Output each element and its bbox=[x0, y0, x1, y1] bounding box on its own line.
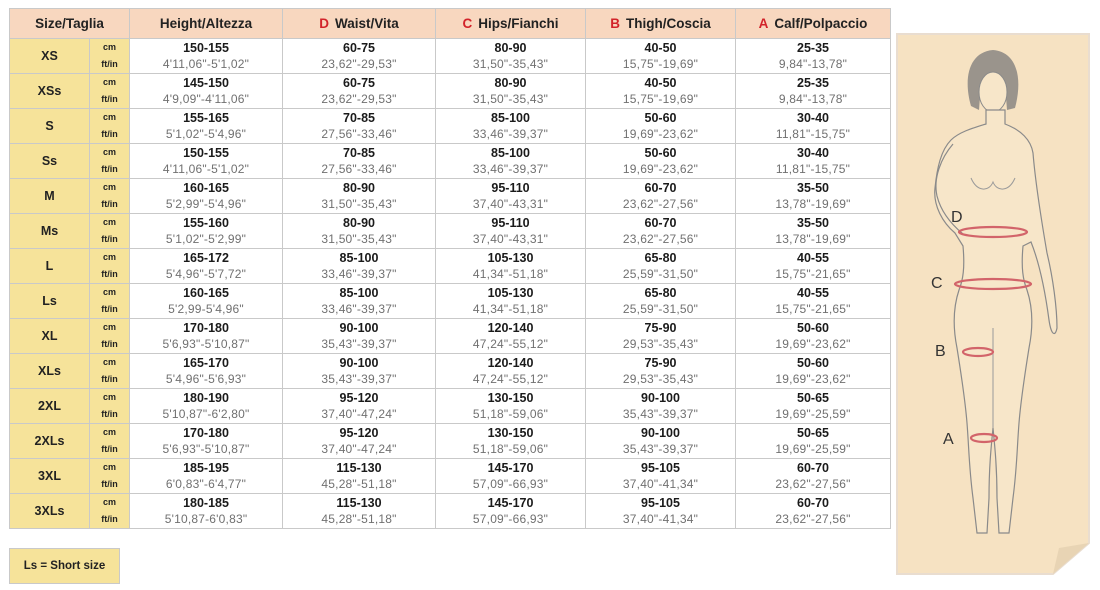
waist-cell bbox=[283, 424, 436, 459]
calf-cm: 50-65 bbox=[797, 426, 829, 440]
thigh-cell bbox=[586, 319, 736, 354]
size-row bbox=[10, 459, 891, 494]
calf-cm: 25-35 bbox=[797, 76, 829, 90]
height-cell bbox=[130, 179, 283, 214]
waist-ftin: 23,62"-29,53" bbox=[321, 92, 397, 106]
height-ftin: 4'11,06"-5'1,02" bbox=[162, 162, 250, 176]
height-cell bbox=[130, 389, 283, 424]
header-size: Size/Taglia bbox=[10, 9, 130, 39]
waist-cell bbox=[283, 109, 436, 144]
header-height: Height/Altezza bbox=[130, 9, 283, 39]
height-cell bbox=[130, 424, 283, 459]
unit-cm: cm bbox=[102, 462, 116, 472]
unit-ftin: ft/in bbox=[101, 409, 118, 419]
height-cm: 155-165 bbox=[183, 111, 229, 125]
thigh-cm: 75-90 bbox=[644, 356, 677, 370]
unit-labels bbox=[90, 424, 130, 459]
calf-cell bbox=[736, 74, 891, 109]
unit-cm: cm bbox=[102, 392, 116, 402]
header-waist: D Waist/Vita bbox=[283, 9, 436, 39]
height-cell bbox=[130, 494, 283, 529]
unit-labels bbox=[90, 39, 130, 74]
short-size-note: Ls = Short size bbox=[9, 548, 120, 584]
calf-ftin: 19,69"-23,62" bbox=[775, 372, 851, 386]
height-ftin: 5'4,96"-5'6,93" bbox=[165, 372, 247, 386]
hips-cell bbox=[436, 494, 586, 529]
size-row bbox=[10, 389, 891, 424]
size-label: Ms bbox=[10, 214, 90, 249]
size-label: 3XL bbox=[10, 459, 90, 494]
calf-ftin: 9,84"-13,78" bbox=[778, 92, 848, 106]
unit-ftin: ft/in bbox=[101, 94, 118, 104]
header-row bbox=[10, 9, 891, 39]
waist-cm: 60-75 bbox=[343, 76, 375, 90]
height-cm: 150-155 bbox=[183, 146, 229, 160]
height-ftin: 5'6,93"-5'10,87" bbox=[162, 337, 250, 351]
thigh-cm: 75-90 bbox=[644, 321, 677, 335]
unit-ftin: ft/in bbox=[101, 304, 118, 314]
size-row bbox=[10, 144, 891, 179]
size-label: 2XLs bbox=[10, 424, 90, 459]
hips-ftin: 57,09"-66,93" bbox=[472, 512, 549, 526]
thigh-ftin: 29,53"-35,43" bbox=[622, 372, 699, 386]
calf-cell bbox=[736, 179, 891, 214]
label-b: B bbox=[935, 343, 946, 360]
size-label: S bbox=[10, 109, 90, 144]
waist-cell bbox=[283, 494, 436, 529]
height-cell bbox=[130, 319, 283, 354]
height-ftin: 4'11,06"-5'1,02" bbox=[162, 57, 250, 71]
height-cm: 180-185 bbox=[183, 496, 229, 510]
size-label: L bbox=[10, 249, 90, 284]
thigh-cell bbox=[586, 354, 736, 389]
calf-cm: 35-50 bbox=[797, 181, 829, 195]
calf-cell bbox=[736, 284, 891, 319]
calf-ftin: 23,62"-27,56" bbox=[775, 512, 851, 526]
thigh-cell bbox=[586, 179, 736, 214]
calf-cell bbox=[736, 459, 891, 494]
unit-labels bbox=[90, 144, 130, 179]
size-row bbox=[10, 74, 891, 109]
hips-cell bbox=[436, 39, 586, 74]
unit-cm: cm bbox=[102, 497, 116, 507]
thigh-ftin: 15,75"-19,69" bbox=[622, 57, 699, 71]
height-cm: 160-165 bbox=[183, 181, 229, 195]
header-thigh: B Thigh/Coscia bbox=[586, 9, 736, 39]
thigh-ftin: 23,62"-27,56" bbox=[622, 232, 699, 246]
hips-cell bbox=[436, 74, 586, 109]
calf-ftin: 15,75"-21,65" bbox=[775, 302, 851, 316]
unit-cm: cm bbox=[102, 427, 116, 437]
calf-cell bbox=[736, 144, 891, 179]
size-row bbox=[10, 179, 891, 214]
unit-cm: cm bbox=[102, 77, 116, 87]
height-ftin: 5'6,93"-5'10,87" bbox=[162, 442, 250, 456]
unit-ftin: ft/in bbox=[101, 479, 118, 489]
thigh-cell bbox=[586, 284, 736, 319]
label-a: A bbox=[943, 431, 954, 448]
thigh-cm: 90-100 bbox=[641, 426, 680, 440]
thigh-cm: 50-60 bbox=[644, 111, 677, 125]
waist-cm: 95-120 bbox=[339, 391, 379, 405]
size-chart-table bbox=[9, 8, 891, 529]
size-label: XLs bbox=[10, 354, 90, 389]
waist-cm: 85-100 bbox=[339, 251, 379, 265]
size-row bbox=[10, 39, 891, 74]
waist-ftin: 45,28"-51,18" bbox=[321, 512, 397, 526]
waist-cell bbox=[283, 179, 436, 214]
thigh-cell bbox=[586, 249, 736, 284]
calf-ftin: 11,81"-15,75" bbox=[775, 127, 851, 141]
height-cell bbox=[130, 214, 283, 249]
hips-cell bbox=[436, 319, 586, 354]
calf-cm: 40-55 bbox=[797, 251, 829, 265]
hips-cell bbox=[436, 249, 586, 284]
hips-ftin: 33,46"-39,37" bbox=[472, 162, 549, 176]
height-ftin: 5'2,99"-5'4,96" bbox=[165, 197, 247, 211]
height-ftin: 5'1,02"-5'4,96" bbox=[165, 127, 247, 141]
height-ftin: 5'10,87"-6'2,80" bbox=[162, 407, 250, 421]
unit-ftin: ft/in bbox=[101, 199, 118, 209]
hips-cm: 80-90 bbox=[494, 76, 527, 90]
size-label: 2XL bbox=[10, 389, 90, 424]
calf-cm: 40-55 bbox=[797, 286, 829, 300]
thigh-ftin: 29,53"-35,43" bbox=[622, 337, 699, 351]
header-calf: A Calf/Polpaccio bbox=[736, 9, 891, 39]
thigh-ftin: 19,69"-23,62" bbox=[622, 127, 699, 141]
hips-cell bbox=[436, 284, 586, 319]
unit-labels bbox=[90, 214, 130, 249]
unit-labels bbox=[90, 389, 130, 424]
waist-ftin: 33,46"-39,37" bbox=[321, 267, 397, 281]
unit-labels bbox=[90, 319, 130, 354]
unit-cm: cm bbox=[102, 252, 116, 262]
height-cell bbox=[130, 249, 283, 284]
height-ftin: 5'4,96"-5'7,72" bbox=[165, 267, 247, 281]
unit-labels bbox=[90, 109, 130, 144]
label-c: C bbox=[931, 275, 943, 292]
hips-ftin: 51,18"-59,06" bbox=[472, 442, 549, 456]
unit-cm: cm bbox=[102, 42, 116, 52]
waist-ftin: 35,43"-39,37" bbox=[321, 337, 397, 351]
waist-cell bbox=[283, 144, 436, 179]
height-cm: 155-160 bbox=[183, 216, 229, 230]
height-cm: 170-180 bbox=[183, 426, 229, 440]
calf-ftin: 19,69"-23,62" bbox=[775, 337, 851, 351]
unit-ftin: ft/in bbox=[101, 269, 118, 279]
waist-cell bbox=[283, 284, 436, 319]
waist-ftin: 33,46"-39,37" bbox=[321, 302, 397, 316]
unit-cm: cm bbox=[102, 357, 116, 367]
waist-cm: 95-120 bbox=[339, 426, 379, 440]
thigh-ftin: 25,59"-31,50" bbox=[622, 267, 699, 281]
unit-cm: cm bbox=[102, 182, 116, 192]
size-row bbox=[10, 214, 891, 249]
thigh-cell bbox=[586, 39, 736, 74]
unit-labels bbox=[90, 179, 130, 214]
height-cm: 185-195 bbox=[183, 461, 229, 475]
thigh-cm: 65-80 bbox=[644, 251, 677, 265]
waist-ftin: 23,62"-29,53" bbox=[321, 57, 397, 71]
calf-cm: 35-50 bbox=[797, 216, 829, 230]
thigh-cm: 95-105 bbox=[641, 496, 680, 510]
hips-cell bbox=[436, 459, 586, 494]
hips-ftin: 37,40"-43,31" bbox=[472, 197, 549, 211]
waist-cm: 70-85 bbox=[343, 111, 375, 125]
unit-cm: cm bbox=[102, 287, 116, 297]
thigh-cell bbox=[586, 144, 736, 179]
unit-labels bbox=[90, 494, 130, 529]
waist-cell bbox=[283, 39, 436, 74]
hips-cell bbox=[436, 354, 586, 389]
thigh-cell bbox=[586, 109, 736, 144]
hips-ftin: 47,24"-55,12" bbox=[472, 372, 549, 386]
height-cell bbox=[130, 74, 283, 109]
height-ftin: 5'1,02"-5'2,99" bbox=[165, 232, 247, 246]
hips-cell bbox=[436, 144, 586, 179]
figure-head bbox=[979, 72, 1007, 112]
unit-cm: cm bbox=[102, 112, 116, 122]
calf-cm: 60-70 bbox=[797, 461, 829, 475]
thigh-ftin: 37,40"-41,34" bbox=[622, 512, 699, 526]
hips-cm: 120-140 bbox=[487, 321, 534, 335]
thigh-ftin: 25,59"-31,50" bbox=[622, 302, 699, 316]
unit-cm: cm bbox=[102, 147, 116, 157]
hips-ftin: 31,50"-35,43" bbox=[472, 92, 549, 106]
waist-ftin: 37,40"-47,24" bbox=[321, 407, 397, 421]
waist-cm: 90-100 bbox=[339, 356, 379, 370]
height-ftin: 4'9,09"-4'11,06" bbox=[162, 92, 250, 106]
calf-cell bbox=[736, 494, 891, 529]
thigh-cm: 40-50 bbox=[644, 76, 677, 90]
hips-cm: 95-110 bbox=[491, 216, 530, 230]
waist-ftin: 35,43"-39,37" bbox=[321, 372, 397, 386]
calf-ftin: 19,69"-25,59" bbox=[775, 442, 851, 456]
hips-cm: 105-130 bbox=[487, 286, 534, 300]
thigh-ftin: 37,40"-41,34" bbox=[622, 477, 699, 491]
waist-ftin: 31,50"-35,43" bbox=[321, 197, 397, 211]
label-d: D bbox=[951, 209, 963, 226]
size-label: Ss bbox=[10, 144, 90, 179]
height-cm: 160-165 bbox=[183, 286, 229, 300]
size-row bbox=[10, 109, 891, 144]
thigh-cm: 50-60 bbox=[644, 146, 677, 160]
height-cell bbox=[130, 144, 283, 179]
hips-cell bbox=[436, 389, 586, 424]
height-cm: 180-190 bbox=[183, 391, 229, 405]
unit-labels bbox=[90, 459, 130, 494]
unit-ftin: ft/in bbox=[101, 164, 118, 174]
thigh-cm: 40-50 bbox=[644, 41, 677, 55]
thigh-cm: 60-70 bbox=[644, 216, 677, 230]
size-label: Ls bbox=[10, 284, 90, 319]
hips-cm: 95-110 bbox=[491, 181, 530, 195]
calf-cm: 30-40 bbox=[797, 146, 829, 160]
thigh-cm: 65-80 bbox=[644, 286, 677, 300]
thigh-cell bbox=[586, 459, 736, 494]
thigh-cell bbox=[586, 74, 736, 109]
thigh-cell bbox=[586, 389, 736, 424]
hips-cell bbox=[436, 109, 586, 144]
hips-cell bbox=[436, 179, 586, 214]
calf-ftin: 9,84"-13,78" bbox=[778, 57, 848, 71]
hips-cell bbox=[436, 424, 586, 459]
unit-ftin: ft/in bbox=[101, 374, 118, 384]
height-cell bbox=[130, 39, 283, 74]
hips-cm: 145-170 bbox=[487, 496, 534, 510]
waist-ftin: 31,50"-35,43" bbox=[321, 232, 397, 246]
waist-cm: 80-90 bbox=[343, 216, 375, 230]
height-cell bbox=[130, 459, 283, 494]
calf-cell bbox=[736, 354, 891, 389]
hips-ftin: 33,46"-39,37" bbox=[472, 127, 549, 141]
hips-ftin: 47,24"-55,12" bbox=[472, 337, 549, 351]
hips-cm: 105-130 bbox=[487, 251, 534, 265]
calf-cm: 50-60 bbox=[797, 356, 829, 370]
height-cm: 145-150 bbox=[183, 76, 229, 90]
size-row bbox=[10, 494, 891, 529]
calf-cm: 50-60 bbox=[797, 321, 829, 335]
calf-ftin: 13,78"-19,69" bbox=[775, 197, 851, 211]
unit-ftin: ft/in bbox=[101, 444, 118, 454]
waist-cell bbox=[283, 354, 436, 389]
size-row bbox=[10, 354, 891, 389]
height-ftin: 6'0,83"-6'4,77" bbox=[165, 477, 247, 491]
height-cell bbox=[130, 284, 283, 319]
waist-ftin: 27,56"-33,46" bbox=[321, 127, 397, 141]
waist-cell bbox=[283, 74, 436, 109]
unit-ftin: ft/in bbox=[101, 234, 118, 244]
unit-labels bbox=[90, 74, 130, 109]
thigh-cm: 95-105 bbox=[641, 461, 680, 475]
thigh-ftin: 35,43"-39,37" bbox=[622, 407, 699, 421]
size-label: 3XLs bbox=[10, 494, 90, 529]
waist-cm: 115-130 bbox=[336, 496, 382, 510]
calf-cell bbox=[736, 424, 891, 459]
size-label: M bbox=[10, 179, 90, 214]
height-cm: 150-155 bbox=[183, 41, 229, 55]
calf-cm: 25-35 bbox=[797, 41, 829, 55]
unit-cm: cm bbox=[102, 322, 116, 332]
calf-ftin: 19,69"-25,59" bbox=[775, 407, 851, 421]
thigh-cm: 90-100 bbox=[641, 391, 680, 405]
thigh-ftin: 23,62"-27,56" bbox=[622, 197, 699, 211]
waist-cell bbox=[283, 459, 436, 494]
calf-cell bbox=[736, 39, 891, 74]
calf-cell bbox=[736, 319, 891, 354]
height-cm: 165-170 bbox=[183, 356, 229, 370]
calf-cm: 30-40 bbox=[797, 111, 829, 125]
waist-cell bbox=[283, 249, 436, 284]
waist-cm: 90-100 bbox=[339, 321, 379, 335]
height-cm: 165-172 bbox=[183, 251, 229, 265]
unit-labels bbox=[90, 284, 130, 319]
size-row bbox=[10, 284, 891, 319]
unit-labels bbox=[90, 249, 130, 284]
waist-cm: 80-90 bbox=[343, 181, 375, 195]
thigh-cell bbox=[586, 494, 736, 529]
height-cell bbox=[130, 109, 283, 144]
size-row bbox=[10, 249, 891, 284]
waist-cell bbox=[283, 214, 436, 249]
size-label: XL bbox=[10, 319, 90, 354]
size-row bbox=[10, 319, 891, 354]
hips-ftin: 41,34"-51,18" bbox=[472, 302, 549, 316]
unit-ftin: ft/in bbox=[101, 514, 118, 524]
thigh-cell bbox=[586, 214, 736, 249]
hips-ftin: 41,34"-51,18" bbox=[472, 267, 549, 281]
waist-cm: 60-75 bbox=[343, 41, 375, 55]
calf-ftin: 11,81"-15,75" bbox=[775, 162, 851, 176]
hips-cm: 85-100 bbox=[491, 146, 530, 160]
thigh-ftin: 19,69"-23,62" bbox=[622, 162, 699, 176]
hips-cm: 80-90 bbox=[494, 41, 527, 55]
calf-cell bbox=[736, 249, 891, 284]
thigh-ftin: 35,43"-39,37" bbox=[622, 442, 699, 456]
waist-ftin: 27,56"-33,46" bbox=[321, 162, 397, 176]
unit-labels bbox=[90, 354, 130, 389]
hips-cm: 130-150 bbox=[487, 426, 534, 440]
thigh-cell bbox=[586, 424, 736, 459]
hips-cm: 130-150 bbox=[487, 391, 534, 405]
calf-cell bbox=[736, 214, 891, 249]
calf-cm: 50-65 bbox=[797, 391, 829, 405]
waist-cell bbox=[283, 319, 436, 354]
unit-ftin: ft/in bbox=[101, 339, 118, 349]
calf-ftin: 23,62"-27,56" bbox=[775, 477, 851, 491]
unit-ftin: ft/in bbox=[101, 129, 118, 139]
calf-cell bbox=[736, 109, 891, 144]
waist-cm: 70-85 bbox=[343, 146, 375, 160]
header-hips: C Hips/Fianchi bbox=[436, 9, 586, 39]
waist-ftin: 37,40"-47,24" bbox=[321, 442, 397, 456]
waist-cm: 85-100 bbox=[339, 286, 379, 300]
hips-ftin: 37,40"-43,31" bbox=[472, 232, 549, 246]
size-label: XSs bbox=[10, 74, 90, 109]
hips-ftin: 51,18"-59,06" bbox=[472, 407, 549, 421]
height-cm: 170-180 bbox=[183, 321, 229, 335]
hips-cm: 85-100 bbox=[491, 111, 530, 125]
hips-cell bbox=[436, 214, 586, 249]
hips-ftin: 31,50"-35,43" bbox=[472, 57, 549, 71]
thigh-ftin: 15,75"-19,69" bbox=[622, 92, 699, 106]
thigh-cm: 60-70 bbox=[644, 181, 677, 195]
waist-cell bbox=[283, 389, 436, 424]
height-ftin: 5'2,99-5'4,96" bbox=[168, 302, 244, 316]
calf-ftin: 15,75"-21,65" bbox=[775, 267, 851, 281]
body-measurement-figure bbox=[893, 28, 1093, 578]
size-row bbox=[10, 424, 891, 459]
hips-cm: 145-170 bbox=[487, 461, 534, 475]
height-ftin: 5'10,87-6'0,83" bbox=[164, 512, 248, 526]
hips-cm: 120-140 bbox=[487, 356, 534, 370]
calf-ftin: 13,78"-19,69" bbox=[775, 232, 851, 246]
unit-ftin: ft/in bbox=[101, 59, 118, 69]
calf-cell bbox=[736, 389, 891, 424]
height-cell bbox=[130, 354, 283, 389]
size-label: XS bbox=[10, 39, 90, 74]
waist-ftin: 45,28"-51,18" bbox=[321, 477, 397, 491]
hips-ftin: 57,09"-66,93" bbox=[472, 477, 549, 491]
calf-cm: 60-70 bbox=[797, 496, 829, 510]
unit-cm: cm bbox=[102, 217, 116, 227]
waist-cm: 115-130 bbox=[336, 461, 382, 475]
